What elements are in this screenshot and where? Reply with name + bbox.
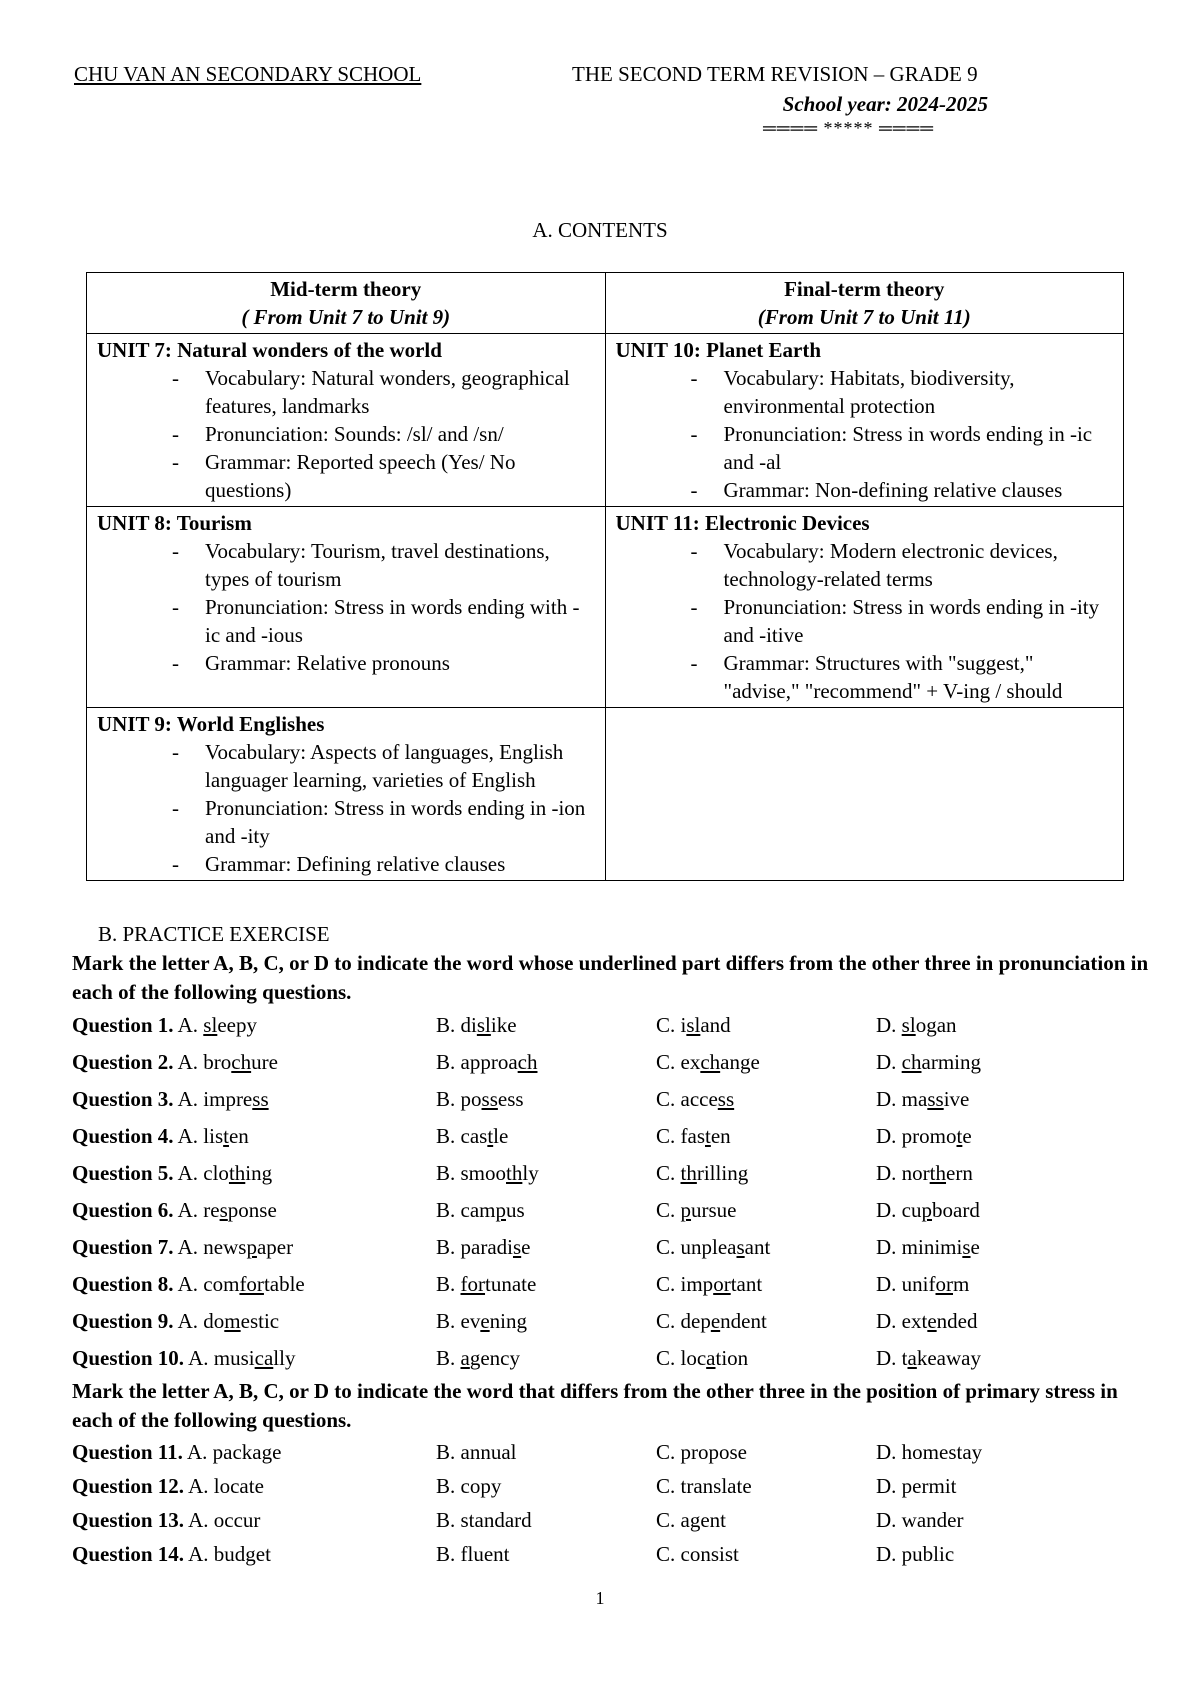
list-item: - Pronunciation: Stress in words ending with -ic and -ious: [205, 593, 595, 649]
school-year: School year: 2024-2025: [782, 92, 988, 116]
stress-instruction: Mark the letter A, B, C, or D to indicate the word that differs from the other three in the position of primary stress in each of the following questions.: [72, 1379, 1118, 1432]
answer-option: C. location: [656, 1346, 749, 1370]
answer-option: B. possess: [436, 1087, 524, 1111]
answer-option: D. wander: [876, 1508, 964, 1532]
underlined-part: ss: [481, 1087, 498, 1111]
question-label: Question 5.: [72, 1161, 174, 1185]
underlined-part: s: [203, 1013, 212, 1037]
underlined-part: p: [246, 1235, 257, 1259]
answer-option: D. uniform: [876, 1272, 970, 1296]
question-label: Question 13.: [72, 1508, 185, 1532]
answer-option: C. translate: [656, 1474, 752, 1498]
list-item: - Grammar: Relative pronouns: [205, 649, 595, 677]
underlined-part: th: [680, 1161, 697, 1185]
question-row: [72, 1155, 1152, 1192]
answer-option: C. agent: [656, 1508, 726, 1532]
list-item: - Pronunciation: Sounds: /sl/ and /sn/: [205, 420, 595, 448]
unit-11-list: [616, 537, 1114, 705]
answer-option: D. northern: [876, 1161, 973, 1185]
answer-option: D. promote: [876, 1124, 972, 1148]
unit-8-cell: [87, 507, 606, 708]
underlined-part: ch: [517, 1050, 538, 1074]
answer-option: B. annual: [436, 1440, 517, 1464]
unit-7-list: [97, 364, 595, 504]
answer-option: Question 5. A. clothing: [72, 1161, 273, 1185]
question-label: Question 3.: [72, 1087, 174, 1111]
question-row: [72, 1469, 1152, 1503]
answer-option: Question 9. A. domestic: [72, 1309, 280, 1333]
underlined-part: p: [680, 1198, 692, 1222]
underlined-part: s: [512, 1235, 522, 1259]
underlined-part: p: [495, 1198, 506, 1222]
list-item: - Vocabulary: Aspects of languages, English languager learning, varieties of English: [205, 738, 595, 794]
unit-8-title: UNIT 8: Tourism: [97, 511, 252, 535]
answer-option: C. important: [656, 1272, 763, 1296]
answer-option: B. standard: [436, 1508, 532, 1532]
final-term-header: [605, 273, 1124, 334]
underlined-part: ch: [901, 1050, 922, 1074]
underlined-part: ss: [252, 1087, 269, 1111]
answer-option: B. dislike: [436, 1013, 517, 1037]
question-row: [72, 1303, 1152, 1340]
question-row: [72, 1503, 1152, 1537]
contents-table: [86, 272, 1124, 881]
underlined-part: e: [710, 1309, 721, 1333]
unit-8-list: [97, 537, 595, 677]
underlined-part: or: [713, 1272, 731, 1296]
list-item: - Pronunciation: Stress in words ending in -ity and -itive: [724, 593, 1114, 649]
mid-term-title: Mid-term theory: [270, 277, 422, 301]
answer-option: Question 12. A. locate: [72, 1474, 264, 1498]
answer-option: C. fasten: [656, 1124, 731, 1148]
question-label: Question 2.: [72, 1050, 174, 1074]
answer-option: B. fluent: [436, 1542, 510, 1566]
unit-9-cell: [87, 708, 606, 881]
document-title: THE SECOND TERM REVISION – GRADE 9: [572, 62, 978, 86]
answer-option: B. castle: [436, 1124, 509, 1148]
underlined-part: t: [223, 1124, 229, 1148]
answer-option: B. approach: [436, 1050, 538, 1074]
list-item: - Vocabulary: Tourism, travel destinations, types of tourism: [205, 537, 595, 593]
question-label: Question 14.: [72, 1542, 185, 1566]
underlined-part: m: [224, 1309, 241, 1333]
underlined-part: a: [907, 1346, 917, 1370]
question-row: [72, 1118, 1152, 1155]
answer-option: B. paradise: [436, 1235, 531, 1259]
list-item: - Grammar: Reported speech (Yes/ No questions): [205, 448, 595, 504]
unit-7-cell: [87, 334, 606, 507]
answer-option: C. consist: [656, 1542, 739, 1566]
answer-option: B. smoothly: [436, 1161, 539, 1185]
answer-option: C. dependent: [656, 1309, 767, 1333]
list-item: - Grammar: Non-defining relative clauses: [724, 476, 1114, 504]
final-term-range: (From Unit 7 to Unit 11): [757, 305, 971, 329]
answer-option: Question 6. A. response: [72, 1198, 277, 1222]
answer-option: Question 13. A. occur: [72, 1508, 261, 1532]
underlined-part: t: [705, 1124, 711, 1148]
underlined-part: s: [219, 1198, 228, 1222]
answer-option: D. permit: [876, 1474, 957, 1498]
question-label: Question 6.: [72, 1198, 174, 1222]
unit-10-title: UNIT 10: Planet Earth: [615, 338, 822, 362]
question-row: [72, 1266, 1152, 1303]
underlined-part: or: [935, 1272, 953, 1296]
unit-7-title: UNIT 7: Natural wonders of the world: [97, 338, 442, 362]
underlined-part: e: [480, 1309, 490, 1333]
question-label: Question 4.: [72, 1124, 174, 1148]
underlined-part: sl: [901, 1013, 916, 1037]
answer-option: D. slogan: [876, 1013, 957, 1037]
answer-option: D. homestay: [876, 1440, 983, 1464]
mid-term-header: [87, 273, 606, 334]
answer-option: B. copy: [436, 1474, 502, 1498]
underlined-part: t: [487, 1124, 494, 1148]
answer-option: B. agency: [436, 1346, 520, 1370]
answer-option: B. fortunate: [436, 1272, 537, 1296]
mid-term-range: ( From Unit 7 to Unit 9): [241, 305, 451, 329]
underlined-part: ss: [927, 1087, 944, 1111]
question-row: [72, 1192, 1152, 1229]
answer-option: Question 3. A. impress: [72, 1087, 269, 1111]
answer-option: Question 1. A. sleepy: [72, 1013, 257, 1037]
answer-option: Question 14. A. budget: [72, 1542, 271, 1566]
underlined-part: th: [929, 1161, 947, 1185]
question-label: Question 8.: [72, 1272, 174, 1296]
underlined-part: ch: [231, 1050, 252, 1074]
question-label: Question 9.: [72, 1309, 174, 1333]
unit-9-title: UNIT 9: World Englishes: [97, 712, 325, 736]
question-label: Question 7.: [72, 1235, 174, 1259]
question-label: Question 10.: [72, 1346, 185, 1370]
pronunciation-questions: [72, 1007, 1152, 1377]
answer-option: Question 4. A. listen: [72, 1124, 249, 1148]
answer-option: B. campus: [436, 1198, 525, 1222]
question-label: Question 11.: [72, 1440, 183, 1464]
decorative-divider: ════ ***** ════: [763, 118, 935, 138]
underlined-part: p: [921, 1198, 932, 1222]
underlined-part: th: [228, 1161, 246, 1185]
unit-11-title: UNIT 11: Electronic Devices: [615, 511, 870, 535]
list-item: - Vocabulary: Habitats, biodiversity, environmental protection: [724, 364, 1114, 420]
empty-cell: [605, 708, 1124, 881]
question-row: [72, 1081, 1152, 1118]
question-row: [72, 1229, 1152, 1266]
question-row: [72, 1435, 1152, 1469]
list-item: - Pronunciation: Stress in words ending in -ic and -al: [724, 420, 1114, 476]
underlined-part: s: [962, 1235, 971, 1259]
underlined-part: ch: [700, 1050, 721, 1074]
underlined-part: sl: [476, 1013, 491, 1037]
question-label: Question 1.: [72, 1013, 174, 1037]
answer-option: C. island: [656, 1013, 731, 1037]
question-label: Question 12.: [72, 1474, 185, 1498]
underlined-part: sl: [686, 1013, 701, 1037]
underlined-part: ss: [717, 1087, 735, 1111]
unit-10-cell: [605, 334, 1124, 507]
unit-11-cell: [605, 507, 1124, 708]
answer-option: Question 2. A. brochure: [72, 1050, 278, 1074]
answer-option: Question 10. A. musically: [72, 1346, 296, 1370]
answer-option: C. access: [656, 1087, 735, 1111]
list-item: - Vocabulary: Modern electronic devices, technology-related terms: [724, 537, 1114, 593]
answer-option: B. evening: [436, 1309, 527, 1333]
question-row: [72, 1537, 1152, 1571]
list-item: - Grammar: Structures with "suggest," "advise," "recommend" + V-ing / should: [724, 649, 1114, 705]
answer-option: Question 7. A. newspaper: [72, 1235, 294, 1259]
underlined-part: s: [736, 1235, 745, 1259]
final-term-title: Final-term theory: [784, 277, 945, 301]
question-row: [72, 1007, 1152, 1044]
list-item: - Pronunciation: Stress in words ending in -ion and -ity: [205, 794, 595, 850]
answer-option: D. massive: [876, 1087, 970, 1111]
list-item: - Vocabulary: Natural wonders, geographical features, landmarks: [205, 364, 595, 420]
answer-option: Question 11. A. package: [72, 1440, 282, 1464]
underlined-part: a: [460, 1346, 470, 1370]
question-row: [72, 1044, 1152, 1081]
answer-option: D. charming: [876, 1050, 981, 1074]
answer-option: D. takeaway: [876, 1346, 981, 1370]
answer-option: D. minimise: [876, 1235, 980, 1259]
unit-10-list: [616, 364, 1114, 504]
answer-option: Question 8. A. comfortable: [72, 1272, 305, 1296]
underlined-part: ca: [254, 1346, 274, 1370]
list-item: - Grammar: Defining relative clauses: [205, 850, 595, 878]
answer-option: C. unpleasant: [656, 1235, 771, 1259]
answer-option: D. public: [876, 1542, 955, 1566]
answer-option: D. extended: [876, 1309, 978, 1333]
underlined-part: t: [956, 1124, 963, 1148]
underlined-part: a: [706, 1346, 716, 1370]
unit-9-list: [97, 738, 595, 878]
answer-option: C. pursue: [656, 1198, 737, 1222]
pronunciation-instruction: Mark the letter A, B, C, or D to indicate the word whose underlined part differs from the other three in pronunciation in each of the following questions.: [72, 951, 1149, 1004]
answer-option: D. cupboard: [876, 1198, 980, 1222]
practice-exercise: [72, 919, 1152, 1571]
section-a-title: A. CONTENTS: [532, 218, 668, 242]
answer-option: C. thrilling: [656, 1161, 749, 1185]
stress-questions: [72, 1435, 1152, 1571]
underlined-part: e: [927, 1309, 937, 1333]
underlined-part: for: [460, 1272, 486, 1296]
answer-option: C. exchange: [656, 1050, 760, 1074]
answer-option: C. propose: [656, 1440, 747, 1464]
underlined-part: th: [506, 1161, 523, 1185]
page-number: 1: [595, 1588, 605, 1608]
question-row: [72, 1340, 1152, 1377]
underlined-part: for: [239, 1272, 264, 1296]
section-b-title: B. PRACTICE EXERCISE: [98, 922, 330, 946]
school-name: CHU VAN AN SECONDARY SCHOOL: [74, 62, 422, 86]
